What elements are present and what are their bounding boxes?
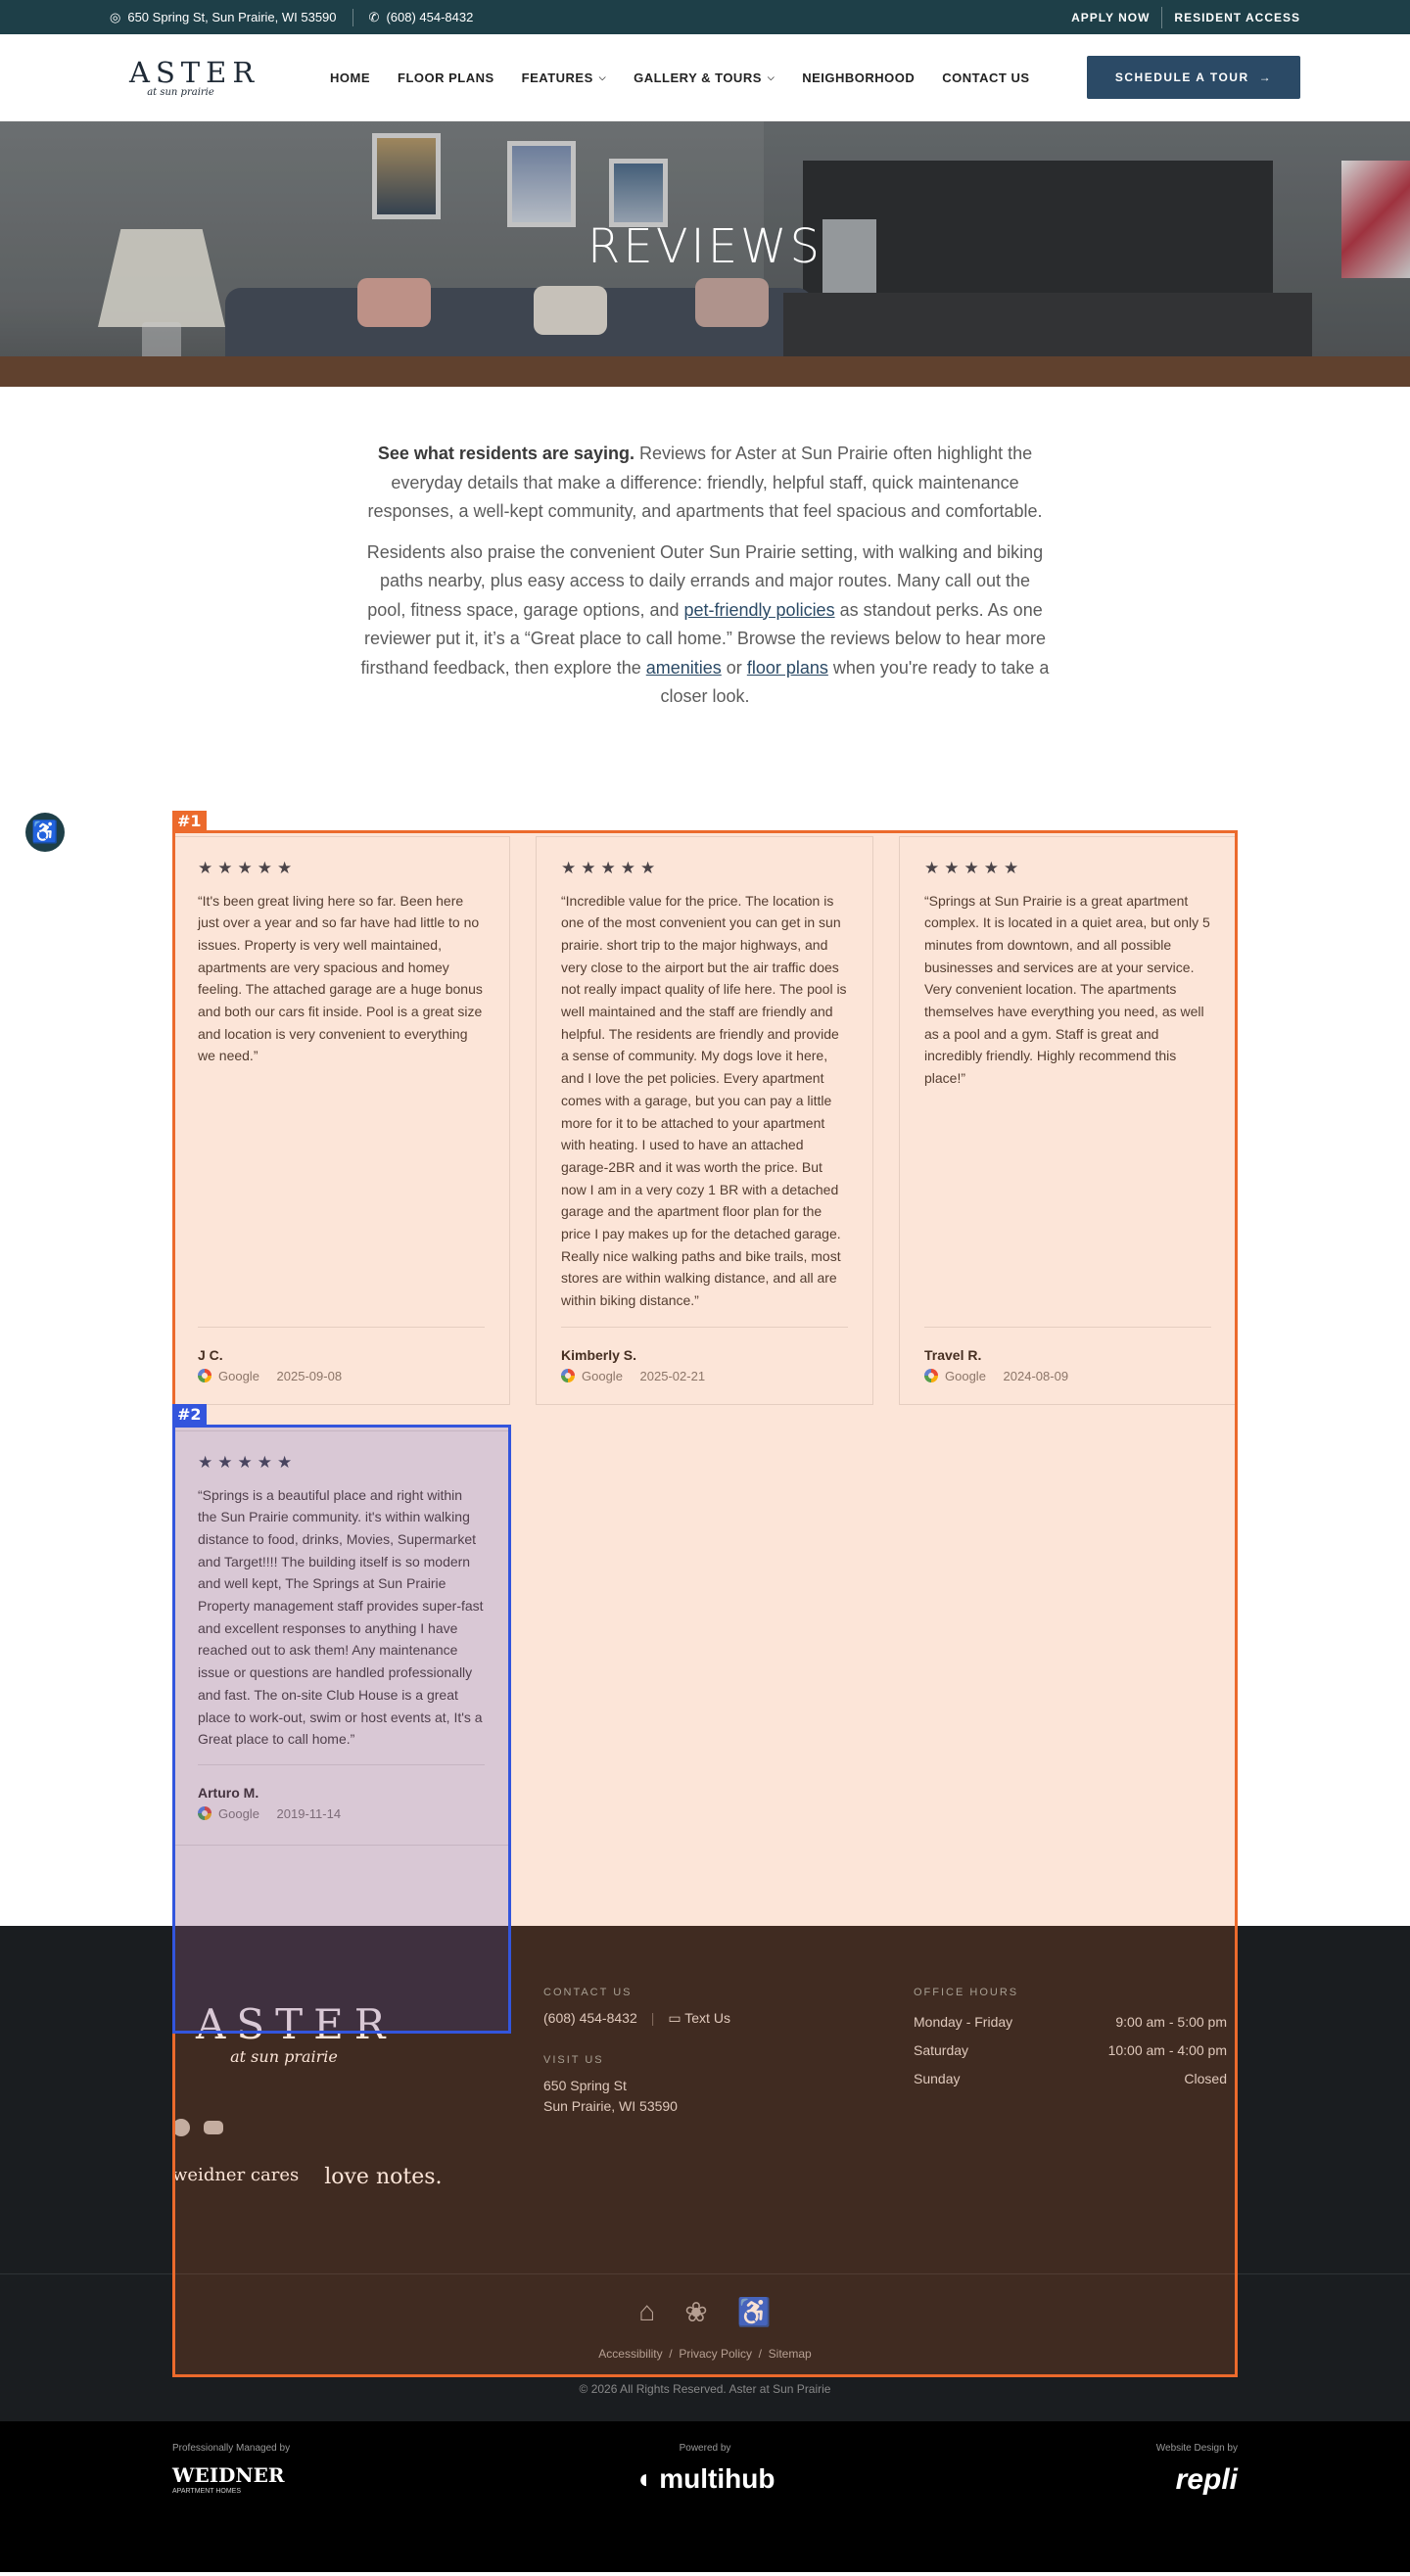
accessibility-link[interactable]: Accessibility [598,2346,663,2361]
nav-floor-plans[interactable]: FLOOR PLANS [398,70,494,85]
phone-link[interactable]: ✆ (608) 454-8432 [368,9,474,24]
site-header [0,34,1410,121]
floor-plans-link[interactable]: floor plans [746,657,828,678]
chevron-down-icon: ⌵ [767,71,776,82]
review-text: “Springs is a beautiful place and right within the Sun Prairie community. it's within walking distance to food, drinks, Movies, Supermarket and Target!!!! The building itself is so modern and well kept, The Springs at Sun Prairie Property management staff provides super-fast and excellent responses to anything I have reached out to ask them! Any maintenance issue or questions are handled professionally and fast. The on-site Club House is a great place to work-out, swim or host events at, It's a Great place to call home.” [198,1486,484,1748]
arrow-right-icon: → [1258,70,1273,84]
review-card [536,836,873,1405]
top-bar [0,0,1410,34]
star-rating: ★★★★★ [198,858,298,877]
phone-icon: ✆ [368,9,380,24]
nav-neighborhood[interactable]: NEIGHBORHOOD [802,70,916,85]
copyright: © 2026 All Rights Reserved. Aster at Sun Prairie [579,2381,831,2396]
footer-logo[interactable]: ASTER at sun prairie [196,1999,397,2066]
divider [0,2273,1410,2274]
equal-housing-icon: ⌂ [638,2295,656,2326]
accessibility-icon: ♿ [736,2296,772,2327]
reviewer-name: J C. [198,1346,223,1363]
review-text: “It's been great living here so far. Been here just over a year and so far have had little to no issues. Property is very well maintained, apartments are very spacious and homey feeling. The attached garage are a huge bonus and both our cars fit inside. Pool is a great size and location is very convenient to everything we need.” [198,892,483,1064]
review-footer: Arturo M. Google 2019-11-14 [198,1764,485,1821]
facebook-icon[interactable] [172,2119,190,2136]
google-icon [561,1369,575,1382]
apply-now-link[interactable]: APPLY NOW [1071,10,1151,24]
nav-features[interactable]: FEATURES ⌵ [521,70,607,85]
review-footer: Kimberly S. Google 2025-02-21 [561,1327,848,1383]
accessibility-widget-button[interactable] [25,813,65,852]
site-logo[interactable]: ASTER at sun prairie [129,55,260,98]
hours-row: Saturday 10:00 am - 4:00 pm [914,2041,1227,2058]
amenities-link[interactable]: amenities [645,657,722,678]
star-rating: ★★★★★ [561,858,661,877]
annotation-tag-1: #1 [172,811,207,832]
intro-paragraph-2: Residents also praise the convenient Outer Sun Prairie setting, with walking and biking paths nearby, plus easy access to daily errands and major routes. Many call out the pool, fitness space, garage options, and pet-friendly policies as standout perks. As one reviewer put it, it’s a “Great place to call home.” Browse the reviews below to hear more firsthand feedback, then explore the amenities or floor plans when you're ready to take a closer look. [360,541,1050,706]
multihub-logo[interactable]: ◖ multihub [634,2462,776,2494]
reviews-section [172,712,1238,1926]
intro-text [360,440,1051,712]
main-nav [330,70,1030,85]
chevron-down-icon: ⌵ [598,71,607,82]
review-date: 2024-08-09 [1003,1368,1069,1383]
footer-address[interactable]: 650 Spring St Sun Prairie, WI 53590 [543,2077,678,2114]
resident-access-link[interactable]: RESIDENT ACCESS [1174,10,1300,24]
hours-row: Sunday Closed [914,2070,1227,2086]
divider [1161,7,1162,28]
hours-row: Monday - Friday 9:00 am - 5:00 pm [914,2013,1227,2030]
schedule-tour-button[interactable]: SCHEDULE A TOUR → [1087,56,1300,99]
youtube-icon[interactable] [204,2121,223,2134]
annotation-tag-2: #2 [172,1404,207,1426]
star-rating: ★★★★★ [924,858,1024,877]
weidner-cares-logo: weidner cares [172,2164,300,2185]
reviewer-name: Arturo M. [198,1784,259,1801]
site-footer: ASTER at sun prairie weidner cares love notes. CONTACT US (608) 454-8432 | ▭ Text Us VISIT US 650 Spring St Sun Prairie, WI 53590 OFFICE HOURS Monday - Friday 9:00 am - 5:00 pm Saturday 10:00 am - 4:00 pm Sunday Closed ⌂ ❀ ♿ Accessibility / Privacy Policy / Sitemap © 2026 All Rights Reserved. Aster at Sun Prairie [0,1926,1410,2421]
hero-banner [0,121,1410,387]
pet-policies-link[interactable]: pet-friendly policies [683,599,835,620]
accessibility-person-icon: ♿ [31,820,59,844]
review-card [899,836,1237,1405]
nav-contact-us[interactable]: CONTACT US [942,70,1030,85]
review-footer: Travel R. Google 2024-08-09 [924,1327,1211,1383]
page-title: REVIEWS [588,219,822,274]
location-pin-icon: ◎ [110,9,121,24]
text-us-link[interactable]: ▭ Text Us [668,2009,730,2026]
weidner-logo[interactable]: WEIDNER [172,2462,285,2487]
review-date: 2025-09-08 [276,1368,343,1383]
pet-paw-icon: ❀ [684,2296,708,2327]
google-icon [198,1806,212,1820]
review-footer: J C. Google 2025-09-08 [198,1327,485,1383]
chat-icon: ▭ [668,2009,682,2026]
review-date: 2025-02-21 [639,1368,706,1383]
sitemap-link[interactable]: Sitemap [768,2346,812,2361]
google-icon [924,1369,938,1382]
reviewer-name: Kimberly S. [561,1346,637,1363]
address-link[interactable]: ◎ 650 Spring St, Sun Prairie, WI 53590 [110,9,337,24]
contact-heading: CONTACT US [543,1986,633,1998]
review-card [172,836,510,1405]
repli-logo[interactable]: repli [1175,2462,1238,2496]
review-date: 2019-11-14 [276,1805,342,1821]
footer-phone-link[interactable]: (608) 454-8432 [543,2009,637,2026]
intro-paragraph-1: See what residents are saying. Reviews for Aster at Sun Prairie often highlight the everyday details that make a difference: friendly, helpful staff, quick maintenance responses, a well-kept community, and apartments that feel spacious and comfortable. [367,444,1043,521]
hours-heading: OFFICE HOURS [914,1986,1019,1998]
love-notes-logo: love notes. [324,2164,443,2189]
review-text: “Springs at Sun Prairie is a great apartment complex. It is located in a quiet area, but only 5 minutes from downtown, and all possible businesses and services are at your service. Very convenient location. The apartments themselves have everything you need, as well as a pool and a gym. Staff is great and incredibly friendly. Highly recommend this place!” [924,892,1210,1087]
privacy-policy-link[interactable]: Privacy Policy [679,2346,752,2361]
credits-bar: Professionally Managed by WEIDNER APARTMENT HOMES Powered by ◖ multihub Website Design by repli [0,2421,1410,2572]
multihub-mark-icon: ◖ [634,2462,652,2494]
nav-gallery-tours[interactable]: GALLERY & TOURS ⌵ [634,70,776,85]
star-rating: ★★★★★ [198,1452,298,1472]
visit-heading: VISIT US [543,2053,604,2066]
review-text: “Incredible value for the price. The location is one of the most convenient you can get in sun prairie. short trip to the major highways, and very close to the airport but the air traffic does not really impact quality of life here. The pool is well maintained and the staff are friendly and helpful. The residents are friendly and provide a sense of community. My dogs love it here, and I love the pet policies. Every apartment comes with a garage, but you can pay a little more for it to be attached to your apartment with heating. I used to have an attached garage-2BR and it was worth the price. But now I am in a very cozy 1 BR with a detached garage and the apartment floor plan for the price I pay makes up for the detached garage. Really nice walking paths and bike trails, most stores are within walking distance, and all are within biking distance.” [561,892,847,1309]
nav-home[interactable]: HOME [330,70,370,85]
reviewer-name: Travel R. [924,1346,982,1363]
review-card [172,1430,510,1846]
divider [352,9,353,26]
google-icon [198,1369,212,1382]
